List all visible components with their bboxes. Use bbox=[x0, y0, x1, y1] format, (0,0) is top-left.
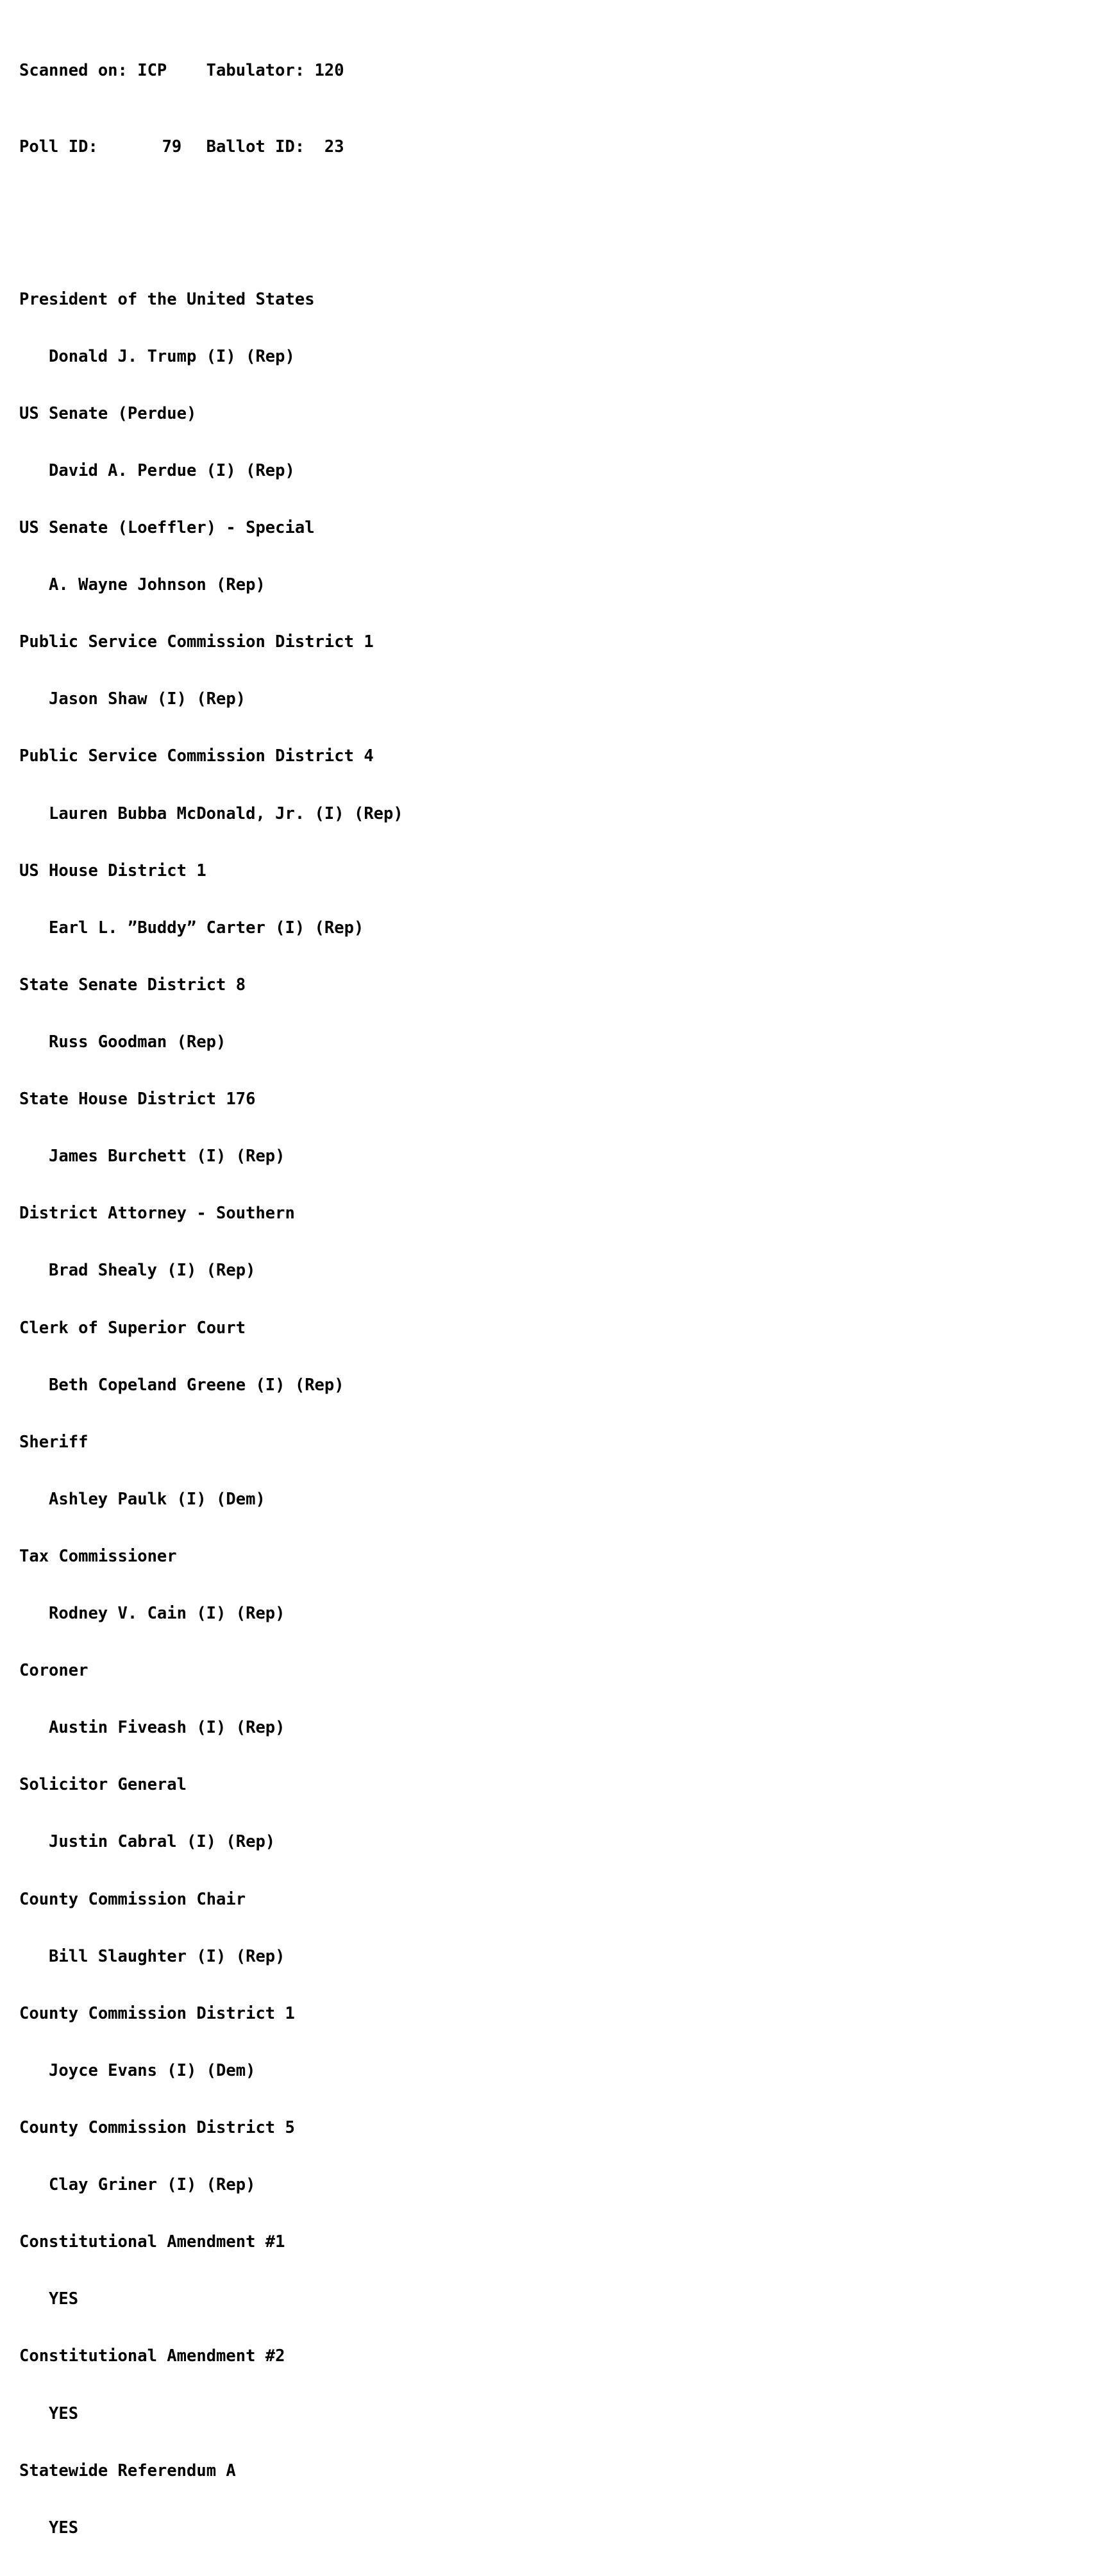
contest-selection: A. Wayne Johnson (Rep) bbox=[49, 575, 265, 595]
poll-id-value: 79 bbox=[162, 137, 182, 156]
contest-selection: David A. Perdue (I) (Rep) bbox=[49, 460, 295, 480]
contest-selection: Beth Copeland Greene (I) (Rep) bbox=[49, 1375, 344, 1395]
contest-selection: Bill Slaughter (I) (Rep) bbox=[49, 1946, 285, 1966]
contest-office: Clerk of Superior Court bbox=[19, 1318, 246, 1338]
contest-office: Statewide Referendum A bbox=[19, 2461, 236, 2480]
contest-office: County Commission Chair bbox=[19, 1889, 246, 1909]
contest-office: President of the United States bbox=[19, 289, 315, 309]
contest-selection: Justin Cabral (I) (Rep) bbox=[49, 1832, 276, 1852]
contest-office: Public Service Commission District 4 bbox=[19, 746, 374, 766]
contest-selection: Earl L. ”Buddy” Carter (I) (Rep) bbox=[49, 918, 364, 938]
tabulator-value: 120 bbox=[314, 61, 344, 81]
contest-office: Tax Commissioner bbox=[19, 1546, 177, 1566]
scan-info-line-2 bbox=[19, 138, 1108, 157]
scanned-on-value: ICP bbox=[137, 61, 167, 81]
scan-info-line-1 bbox=[19, 62, 1108, 81]
poll-id-label: Poll ID: bbox=[19, 137, 98, 156]
contest-selection: Austin Fiveash (I) (Rep) bbox=[49, 1718, 285, 1738]
contest-selection: Lauren Bubba McDonald, Jr. (I) (Rep) bbox=[49, 804, 403, 823]
contest-selection: Ashley Paulk (I) (Dem) bbox=[49, 1489, 265, 1509]
contest-selection: Donald J. Trump (I) (Rep) bbox=[49, 346, 295, 366]
contest-selection: Clay Griner (I) (Rep) bbox=[49, 2175, 256, 2195]
contest-office: US Senate (Loeffler) - Special bbox=[19, 518, 315, 537]
tabulator-label: Tabulator: bbox=[206, 61, 305, 81]
scanned-on-label: Scanned on: bbox=[19, 61, 128, 81]
contest-selection: Joyce Evans (I) (Dem) bbox=[49, 2060, 256, 2080]
contest-office: Constitutional Amendment #1 bbox=[19, 2232, 285, 2252]
contest-office: County Commission District 1 bbox=[19, 2003, 295, 2023]
contest-selection: James Burchett (I) (Rep) bbox=[49, 1147, 285, 1166]
contest-selection: YES bbox=[49, 2403, 79, 2423]
contest-office: US House District 1 bbox=[19, 861, 206, 880]
contest-selection: Jason Shaw (I) (Rep) bbox=[49, 689, 246, 709]
contest-selection: YES bbox=[49, 2518, 79, 2538]
ballot-id-label: Ballot ID: bbox=[206, 137, 305, 156]
ballot-id-value: 23 bbox=[324, 137, 344, 156]
contest-selection: YES bbox=[49, 2289, 79, 2309]
contest-selection: Russ Goodman (Rep) bbox=[49, 1032, 226, 1052]
contest-selection: Rodney V. Cain (I) (Rep) bbox=[49, 1604, 285, 1624]
contest-selection: Brad Shealy (I) (Rep) bbox=[49, 1261, 256, 1281]
contest-office: State House District 176 bbox=[19, 1090, 256, 1109]
contest-office: US Senate (Perdue) bbox=[19, 403, 197, 423]
contest-office: Solicitor General bbox=[19, 1775, 187, 1795]
contest-office: State Senate District 8 bbox=[19, 975, 246, 995]
contest-office: District Attorney - Southern bbox=[19, 1204, 295, 1224]
contest-office: Public Service Commission District 1 bbox=[19, 632, 374, 652]
contest-office: Constitutional Amendment #2 bbox=[19, 2346, 285, 2366]
contest-office: Sheriff bbox=[19, 1432, 88, 1452]
contest-office: Coroner bbox=[19, 1661, 88, 1681]
blank-line bbox=[19, 214, 1108, 233]
contest-office: County Commission District 5 bbox=[19, 2118, 295, 2138]
